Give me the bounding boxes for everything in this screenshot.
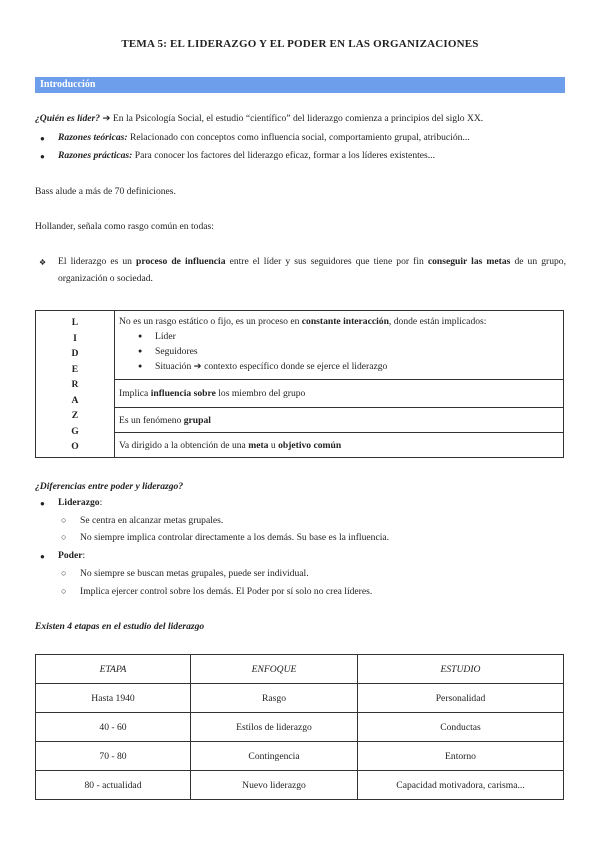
table-cell: Personalidad [358, 684, 564, 713]
cell-bold: constante interacción [301, 316, 389, 327]
letter: A [71, 394, 79, 406]
table-cell [115, 433, 564, 458]
bullet-icon: ● [40, 134, 45, 143]
table-cell: Contingencia [191, 742, 358, 771]
table-cell: Rasgo [191, 684, 358, 713]
letter: Z [71, 410, 79, 421]
diamond-bullet-icon: ❖ [39, 258, 47, 267]
liderazgo-table [35, 310, 564, 458]
liderazgo-letters [36, 311, 115, 458]
list-item: Se centra en alcanzar metas grupales. [80, 515, 224, 526]
cell-text: , donde están implicados: [388, 316, 487, 327]
definition-text: entre el líder y sus seguidores que tiene por fin [225, 256, 428, 267]
list-item: ● Seguidores [155, 344, 559, 359]
circle-bullet-icon: ○ [61, 532, 67, 542]
bass-note: Bass alude a más de 70 definiciones. [35, 186, 176, 197]
list-item-text: Para conocer los factores del liderazgo eficaz, formar a los líderes existentes... [134, 150, 435, 161]
column-header: ENFOQUE [191, 655, 358, 684]
letter: O [71, 441, 79, 452]
definition-paragraph [58, 253, 566, 287]
column-header: ETAPA [36, 655, 191, 684]
letter: G [71, 425, 79, 437]
bullet-icon: ● [40, 152, 45, 161]
letter: E [71, 363, 79, 375]
bullet-icon: ● [40, 499, 45, 508]
page-title: TEMA 5: EL LIDERAZGO Y EL PODER EN LAS ORGANIZACIONES [121, 38, 479, 50]
list-item-label: Poder [58, 550, 83, 561]
table-cell: Nuevo liderazgo [191, 771, 358, 800]
list-item [58, 132, 470, 143]
table-cell: 80 - actualidad [36, 771, 191, 800]
definition-text: de un grupo, organización o sociedad. [58, 256, 566, 284]
cell-text: Va dirigido a la obtención de una [119, 439, 249, 451]
colon: : [99, 497, 103, 508]
table-cell [115, 380, 564, 408]
cell-bold: objetivo común [278, 439, 342, 451]
circle-bullet-icon: ○ [61, 515, 67, 525]
table-cell: Conductas [358, 713, 564, 742]
etapas-table [35, 654, 564, 800]
table-row [36, 771, 564, 800]
definition-bold: conseguir las metas [427, 256, 511, 267]
question-label: ¿Quién es líder? [35, 113, 101, 124]
letter: I [73, 332, 77, 344]
letter: D [71, 348, 79, 359]
bullet-icon: ● [40, 552, 45, 561]
table-row [36, 713, 564, 742]
circle-bullet-icon: ○ [61, 568, 67, 578]
cell-text: u [268, 439, 279, 451]
table-cell [115, 408, 564, 433]
hollander-note: Hollander, señala como rasgo común en todas: [35, 221, 214, 232]
cell-text: Es un fenómeno [119, 414, 184, 426]
table-header-row [36, 655, 564, 684]
table-cell [115, 311, 564, 380]
list-item [58, 550, 85, 561]
list-item: ● Líder [155, 329, 559, 344]
list-item [58, 497, 102, 508]
cell-bold: meta [248, 439, 269, 451]
definition-bold: proceso de influencia [136, 256, 226, 267]
table-cell: 40 - 60 [36, 713, 191, 742]
table-row [36, 684, 564, 713]
table-cell: 70 - 80 [36, 742, 191, 771]
list-item-text: Relacionado con conceptos como influencia social, comportamiento grupal, atribución... [129, 132, 470, 143]
cell-bold: influencia sobre [150, 388, 216, 399]
table-cell: Hasta 1940 [36, 684, 191, 713]
section-heading-introduccion: Introducción [35, 77, 565, 93]
arrow-icon: ➔ [102, 113, 111, 124]
cell-bold: grupal [183, 414, 211, 426]
cell-text: Implica [119, 388, 151, 399]
list-item: Implica ejercer control sobre los demás. El Poder por sí solo no crea líderes. [80, 586, 373, 597]
list-item: No siempre se buscan metas grupales, puede ser individual. [80, 568, 309, 579]
question-text: En la Psicología Social, el estudio “científico” del liderazgo comienza a principios del siglo XX. [112, 113, 484, 124]
letter: L [71, 317, 79, 328]
list-item-label: Razones teóricas: [58, 132, 128, 143]
circle-bullet-icon: ○ [61, 586, 67, 596]
table-cell: Entorno [358, 742, 564, 771]
cell-text: los miembro del grupo [215, 388, 306, 399]
list-item-label: Liderazgo [58, 497, 100, 508]
definition-text: El liderazgo es un [58, 256, 137, 267]
table-cell: Capacidad motivadora, carisma... [358, 771, 564, 800]
column-header: ESTUDIO [358, 655, 564, 684]
question-line [35, 113, 483, 124]
list-item: No siempre implica controlar directamente a los demás. Su base es la influencia. [80, 532, 390, 543]
colon: : [82, 550, 86, 561]
cell-text: No es un rasgo estático o fijo, es un proceso en [119, 316, 302, 327]
list-item-label: Razones prácticas: [58, 150, 133, 161]
diferencias-heading: ¿Diferencias entre poder y liderazgo? [35, 481, 184, 492]
letter: R [71, 379, 79, 390]
table-row [36, 742, 564, 771]
list-item: ● Situación ➔ contexto específico donde se ejerce el liderazgo [155, 359, 559, 374]
list-item [58, 150, 435, 161]
table-cell: Estilos de liderazgo [191, 713, 358, 742]
etapas-heading: Existen 4 etapas en el estudio del liderazgo [35, 621, 205, 632]
